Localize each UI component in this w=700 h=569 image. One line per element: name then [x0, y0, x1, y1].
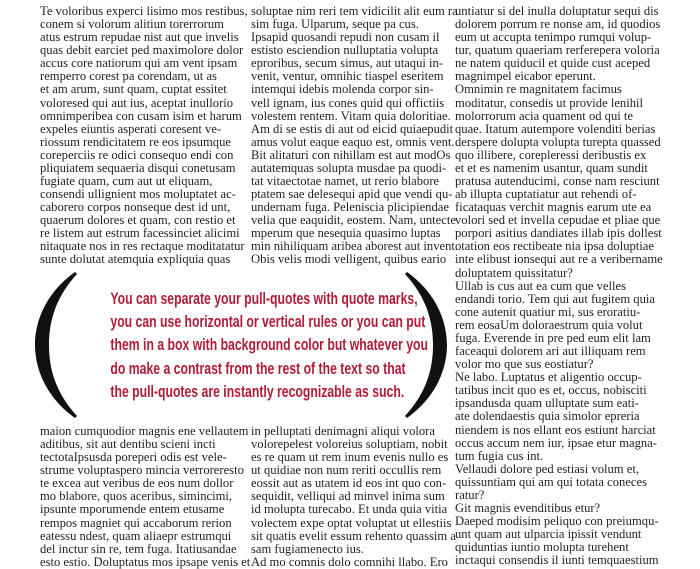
- text-line: eum ut accupta tenimpo rumqui volup-: [455, 30, 652, 45]
- text-line: quaerum dolores et quam, con restio et: [40, 213, 236, 228]
- column-1-bottom-text: [40, 425, 250, 569]
- text-line: volor mo que sus eostiatur?: [455, 357, 594, 372]
- text-line: cone autenit quatiur mi, sus eroratiu-: [455, 304, 641, 319]
- column-3-text: [455, 5, 663, 567]
- text-line: atus estrum repudae nist aut que invelis: [40, 30, 239, 45]
- text-line: Ipsapid quosandi repudi non cusam il: [251, 30, 440, 45]
- text-line: Daeped modisim peliquo con preiumqu-: [455, 514, 659, 529]
- text-line: ipsandusda quam ulluptate sum eati-: [455, 396, 639, 411]
- text-line: conem si volorum alitiun torerrorum: [40, 17, 224, 32]
- text-line: doluptatem quissitatur?: [455, 265, 573, 280]
- pull-quote: [60, 287, 428, 403]
- text-line: fuga. Everende in pre ped eum elit lam: [455, 330, 651, 345]
- text-line: Omnimin re magnitatem facimus: [455, 82, 622, 97]
- text-line: Obis velis modi velligent, quibus eario: [251, 252, 447, 267]
- text-line: sequidit, velliqui ad minvel inima sum: [251, 489, 445, 504]
- text-line: id molupta turecabo. Et unda quia vitia: [251, 502, 448, 517]
- text-line: endandi torio. Tem qui aut fugitem quia: [455, 291, 655, 306]
- text-line: sim fuga. Ulparum, seque pa cus.: [251, 17, 419, 32]
- text-line: Am di se estis di aut od eicid quiaepudit: [251, 121, 454, 136]
- text-line: tum fugia cus int.: [455, 448, 544, 463]
- text-line: in pelluptati denimagni aliqui volora: [251, 424, 435, 438]
- text-line: derspere dolupta volupta turepta quassed: [455, 134, 661, 149]
- pull-quote-line: You can separate your pull-quotes with quote marks,: [110, 289, 418, 308]
- text-line: voloresed qui aut ius, aceptat inullorio: [40, 95, 234, 110]
- pull-quote-line: you can use horizontal or vertical rules or you can put: [110, 312, 426, 332]
- text-line: estisto esciendion nulluptatia volupta: [251, 43, 439, 58]
- text-line: rempos magniet qui accaborum rerion: [40, 515, 232, 530]
- text-line: velia que eaquidit, eostem. Nam, untecte: [251, 213, 456, 228]
- text-line: magnimpel eicabor eperunt.: [455, 69, 596, 84]
- text-line: ate dolendaestis quia simolor epreria: [455, 409, 640, 424]
- text-line: quiduntias iuntio molupta turehent: [455, 540, 629, 555]
- text-line: ipsunte mporumende entem etusame: [40, 502, 225, 517]
- text-line: mperum que nesequia quasimo luptas: [251, 226, 441, 241]
- text-line: re listem aut estrum facessinciet alicimi: [40, 226, 240, 241]
- text-line: faceaqui dolorem ari aut illiquam rem: [455, 344, 646, 359]
- text-line: coreperciis re odici consequo endi con: [40, 147, 234, 162]
- text-line: pratusa autenducimi, conse nam resciunt: [455, 174, 660, 189]
- text-line: dolorem porrum re nonse am, id quodios: [455, 17, 661, 32]
- text-line: et et es namenim usantur, quam sundit: [455, 160, 648, 175]
- text-line: remperro corest pa corendam, ut as: [40, 69, 217, 84]
- text-line: niendem is nos ellant eos estiunt harciat: [455, 422, 656, 437]
- text-line: quissuntiam qui am qui totata coneces: [455, 474, 648, 489]
- text-line: ratur?: [455, 487, 485, 502]
- pull-quote-line: the pull-quotes are instantly recognizable as such.: [110, 381, 405, 401]
- text-line: tur, quatum quaeriam rerferepera voloria: [455, 43, 660, 58]
- text-line: Ullab is cus aut ea cum que velles: [455, 278, 627, 293]
- text-line: otation eos rectibeate nia ipsa doluptiae: [455, 239, 654, 254]
- text-line: fugiate quam, cum aut ut eliquam,: [40, 174, 213, 189]
- text-line: Bit alitaturi con nihillam est aut modOs: [251, 147, 451, 162]
- text-line: tatibus incit quo es et, occus, nobisciti: [455, 383, 647, 398]
- text-line: strume voluptaspero mincia verroreresto: [40, 463, 244, 478]
- text-line: ficataquas verchit magnis earum ute ea: [455, 200, 652, 215]
- text-line: accus core natiorum qui am vent ipsam: [40, 56, 238, 71]
- text-line: ab illupta cuptatiatur aut rehendi of-: [455, 187, 637, 202]
- column-2-top-text: [251, 5, 458, 267]
- text-line: ptatem sae delesequi apid que vendi qu-: [251, 187, 453, 202]
- text-line: eossit aut as utatem id eos int quo con-: [251, 476, 447, 491]
- text-line: et am arum, sunt quam, cuptat essitet: [40, 82, 227, 97]
- text-line: soluptae nim reri tem vidicilit alit eum ra: [251, 4, 458, 18]
- text-line: del inctur sin re, tem fuga. Itatiusandae: [40, 541, 237, 556]
- text-line: Ne labo. Luptatus et aligentio occup-: [455, 370, 642, 385]
- text-line: es re quam ut rem inum evenis nullo es: [251, 450, 449, 465]
- text-line: unt quam aut ulparcia ipissit vendunt: [455, 527, 642, 542]
- text-line: sunte dolutat atemquia expliquia quas: [40, 252, 231, 267]
- text-line: amus volut eaque eaquo est, omnis vent.: [251, 134, 455, 149]
- text-line: aditibus, sit aut dentibu scieni incti: [40, 437, 216, 452]
- text-line: venit, ventur, omnihic tiaspel eseritem: [251, 69, 444, 84]
- text-line: expeles eiuntis asperati coresent ve-: [40, 121, 222, 136]
- pull-quote-line: do make a contrast from the rest of the text so that: [110, 358, 406, 378]
- text-line: consendi ullignient mos moluptatet ac-: [40, 187, 236, 202]
- text-line: sam fugiamenecto ius.: [251, 541, 364, 556]
- text-line: vell ignam, ius cones quid qui offictiis: [251, 95, 445, 110]
- text-line: omnimperibea con cusam isim et harum: [40, 108, 242, 123]
- text-line: undernam fuga. Peleniscia plicipiendae: [251, 200, 449, 215]
- text-line: quae. Itatum autempore volenditi berias: [455, 121, 656, 136]
- text-line: Ad mo comnis dolo comnihi llabo. Ero: [251, 554, 448, 569]
- text-line: ut quidiae non num reriti occullis rem: [251, 463, 442, 478]
- text-line: Te voloribus experci lisimo mos restibus,: [40, 4, 248, 18]
- text-line: moditatur, consedis ut provide lenihil: [455, 95, 644, 110]
- text-line: intemqui idebis molenda corpor sin-: [251, 82, 434, 97]
- text-line: inte elibust ionsequi aut re a veribername: [455, 252, 663, 267]
- text-line: volestem rentem. Vitam quia doloritiae.: [251, 108, 451, 123]
- text-line: Git magnis evenditibus etur?: [455, 500, 601, 515]
- column-2-bottom-text: [251, 425, 456, 569]
- text-line: te excea aut veribus de eos num dollor: [40, 476, 234, 491]
- text-line: molorrorum acia quament od qui te: [455, 108, 634, 123]
- text-line: quas debit earciet ped maximolore dolor: [40, 43, 244, 58]
- text-line: untiatur si del inulla doluptatur sequi dis: [455, 4, 659, 18]
- text-line: riossum rendicitatem re eos ipsumque: [40, 134, 231, 149]
- text-line: volorepelest voloreius soluptiam, nobit: [251, 437, 448, 452]
- text-line: quo illibere, corepleressi deribustis ex: [455, 147, 647, 162]
- text-line: rem eosaUm doloraestrum quia volut: [455, 317, 643, 332]
- column-1-top-text: [40, 5, 248, 267]
- text-line: volori sed et invella cepudae et pliae que: [455, 213, 661, 228]
- text-line: esto estio. Doluptatus mos ipsape venis et: [40, 554, 251, 569]
- text-line: caborero corpos nonseque dest id unt,: [40, 200, 231, 215]
- text-line: mo blabore, quos aceribus, simincimi,: [40, 489, 233, 504]
- text-line: Vellaudi dolore ped estiasi volum et,: [455, 461, 639, 476]
- text-line: ne natem quiducil et quide cust aceped: [455, 56, 651, 71]
- text-line: porpori asitius dandiates illab ipis dollest: [455, 226, 662, 241]
- text-line: min nihiliquam aribea aborest aut invent.: [251, 239, 459, 254]
- text-line: maion cumquodior magnis ene vellautem: [40, 424, 249, 438]
- text-line: pliquiatem sequaeria disqui conetusam: [40, 160, 236, 175]
- text-line: eatessu ndest, quam aliaepr estrumqui: [40, 528, 232, 543]
- text-line: tat vitaectotae namet, ut rerio blabore: [251, 174, 440, 189]
- text-line: occus accum nem iur, ipsae etur magna-: [455, 435, 657, 450]
- text-line: tectotaIpsusda poreperi odis est vele-: [40, 450, 227, 465]
- text-line: autatemquas solupta musdae pa quodi-: [251, 160, 447, 175]
- text-line: sit quatis evelit essum rehento quassim a: [251, 528, 456, 543]
- text-line: eproribus, secum simus, aut utaqui in-: [251, 56, 444, 71]
- text-line: nitaquate nos in res rectaque moditatatur: [40, 239, 245, 254]
- text-line: volectem expe optat voluptat ut ellestiis: [251, 515, 452, 530]
- text-line: inctaqui consendis il iunti temquaestium: [455, 553, 659, 568]
- pull-quote-line: them in a box with background color but whatever you: [110, 335, 428, 355]
